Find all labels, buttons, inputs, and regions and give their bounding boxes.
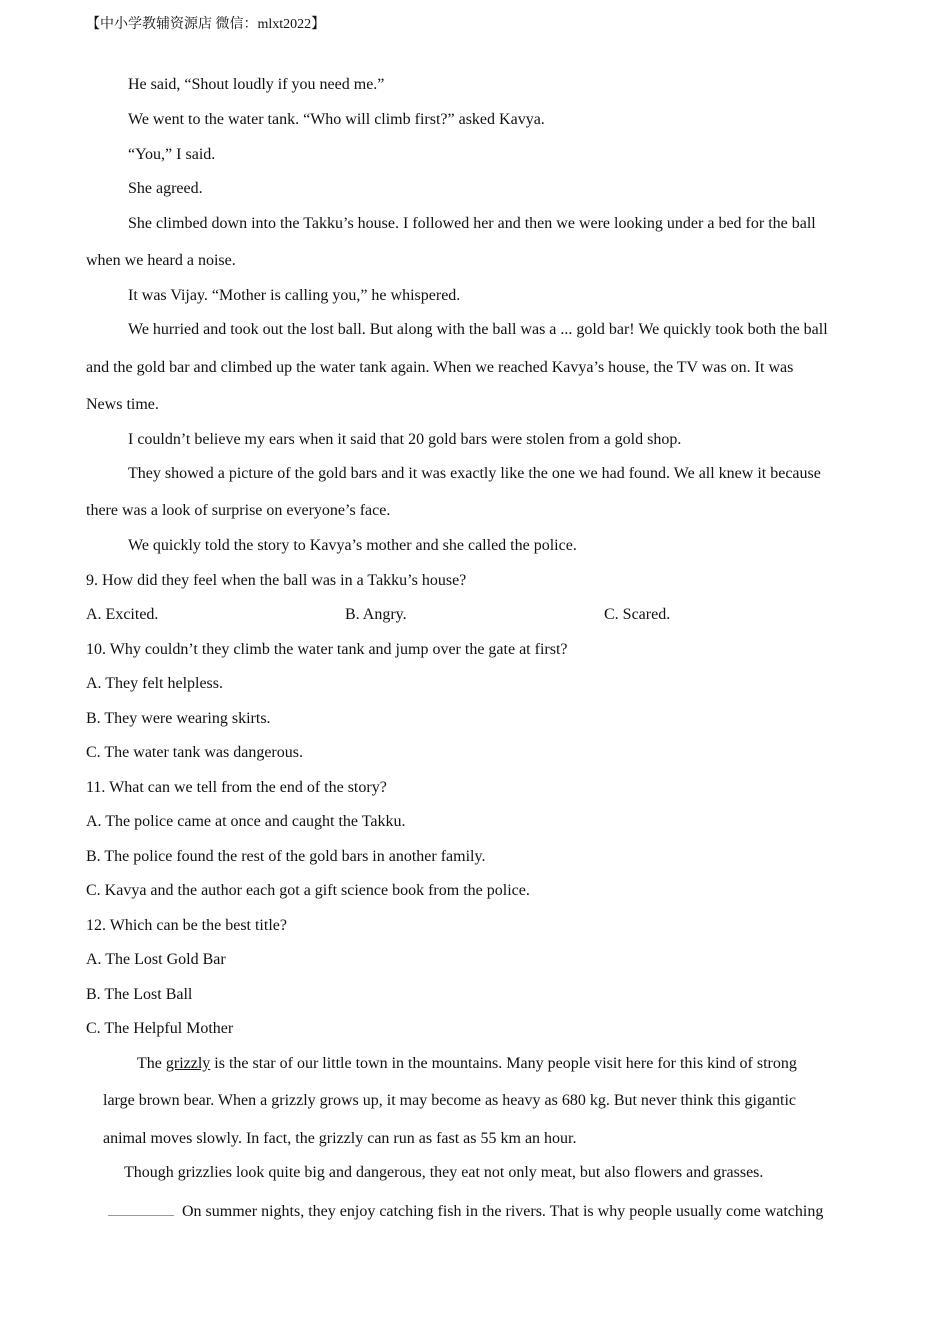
story-line: He said, “Shout loudly if you need me.” xyxy=(128,76,385,93)
question-10: 10. Why couldn’t they climb the water tank and jump over the gate at first? xyxy=(86,641,568,658)
passage2-line: large brown bear. When a grizzly grows up, it may become as heavy as 680 kg. But never think this gigantic xyxy=(103,1092,797,1109)
story-line: We went to the water tank. “Who will climb first?” asked Kavya. xyxy=(128,111,545,128)
q11-option-c: C. Kavya and the author each got a gift science book from the police. xyxy=(86,882,530,899)
q12-option-c: C. The Helpful Mother xyxy=(86,1020,234,1037)
underlined-word: grizzly xyxy=(165,1055,211,1072)
q10-option-b: B. They were wearing skirts. xyxy=(86,710,271,727)
q12-option-a: A. The Lost Gold Bar xyxy=(86,951,226,968)
passage2-line: Though grizzlies look quite big and dangerous, they eat not only meat, but also flowers and grasses. xyxy=(124,1164,764,1181)
page-header: 【中小学教辅资源店 微信：mlxt2022】 xyxy=(86,17,326,32)
q11-option-b: B. The police found the rest of the gold bars in another family. xyxy=(86,848,486,865)
q10-option-c: C. The water tank was dangerous. xyxy=(86,744,303,761)
passage2-line xyxy=(108,1201,823,1221)
passage2-text: is the star of our little town in the mountains. Many people visit here for this kind of strong xyxy=(210,1055,797,1072)
passage2-text: On summer nights, they enjoy catching fish in the rivers. That is why people usually come watching xyxy=(182,1203,824,1220)
passage2-line xyxy=(137,1055,797,1073)
story-line: and the gold bar and climbed up the water tank again. When we reached Kavya’s house, the TV was on. It was xyxy=(86,359,794,376)
answer-blank[interactable] xyxy=(108,1201,174,1216)
story-line: there was a look of surprise on everyone’s face. xyxy=(86,502,391,519)
story-line: It was Vijay. “Mother is calling you,” he whispered. xyxy=(128,287,461,304)
story-line: “You,” I said. xyxy=(128,146,216,163)
passage2-line: animal moves slowly. In fact, the grizzly can run as fast as 55 km an hour. xyxy=(103,1130,577,1147)
story-line: They showed a picture of the gold bars and it was exactly like the one we had found. We all knew it because xyxy=(128,465,821,482)
q11-option-a: A. The police came at once and caught the Takku. xyxy=(86,813,406,830)
q10-option-a: A. They felt helpless. xyxy=(86,675,224,692)
story-line: She climbed down into the Takku’s house. I followed her and then we were looking under a bed for the ball xyxy=(128,215,816,232)
story-line: when we heard a noise. xyxy=(86,252,236,269)
passage2-text: The xyxy=(137,1055,166,1072)
q9-option-a: A. Excited. xyxy=(86,606,159,623)
story-line: News time. xyxy=(86,396,159,413)
question-11: 11. What can we tell from the end of the story? xyxy=(86,779,387,796)
q12-option-b: B. The Lost Ball xyxy=(86,986,193,1003)
story-line: We quickly told the story to Kavya’s mother and she called the police. xyxy=(128,537,577,554)
question-9: 9. How did they feel when the ball was in a Takku’s house? xyxy=(86,572,467,589)
question-12: 12. Which can be the best title? xyxy=(86,917,287,934)
q9-option-b: B. Angry. xyxy=(345,606,407,623)
q9-option-c: C. Scared. xyxy=(604,606,671,623)
story-line: She agreed. xyxy=(128,180,203,197)
story-line: I couldn’t believe my ears when it said that 20 gold bars were stolen from a gold shop. xyxy=(128,431,682,448)
story-line: We hurried and took out the lost ball. But along with the ball was a ... gold bar! We quickly took both the ball xyxy=(128,321,828,338)
